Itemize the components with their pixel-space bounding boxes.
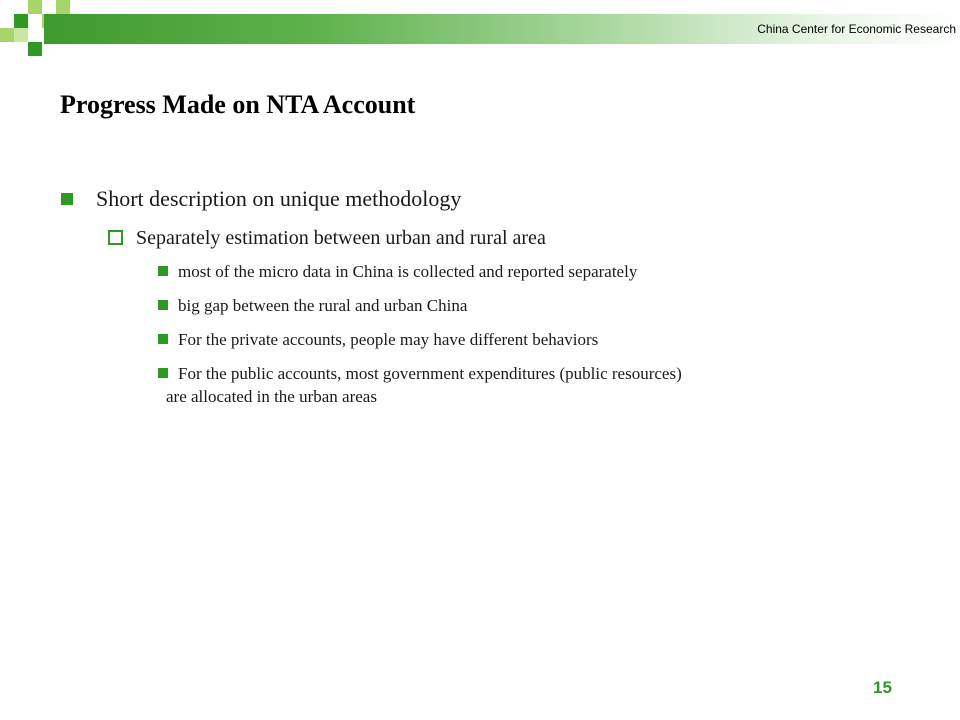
bullet-level-3: [0, 362, 898, 408]
logo-square: [28, 0, 42, 14]
logo-square: [14, 28, 28, 42]
square-bullet-icon: [158, 300, 168, 310]
bullet-level-3: [0, 328, 898, 351]
bullet-text-continuation: are allocated in the urban areas: [166, 387, 377, 406]
page-number: 15: [873, 678, 892, 697]
logo-square: [28, 42, 42, 56]
bullet-text: most of the micro data in China is collected and reported separately: [178, 262, 638, 281]
bullet-text: For the public accounts, most government expenditures (public resources): [178, 364, 682, 383]
logo-square: [14, 14, 28, 28]
slide-title: Progress Made on NTA Account: [60, 90, 416, 119]
bullet-level-3: [0, 294, 898, 317]
bullet-text: For the private accounts, people may have different behaviors: [178, 330, 599, 349]
square-bullet-icon: [158, 334, 168, 344]
bullet-level-2: [0, 224, 960, 252]
hollow-square-bullet-icon: [108, 230, 123, 245]
bullet-text: Separately estimation between urban and rural area: [136, 227, 546, 249]
bullet-text: big gap between the rural and urban China: [178, 296, 468, 315]
square-bullet-icon: [158, 266, 168, 276]
square-bullet-icon: [61, 193, 73, 205]
bullet-text: Short description on unique methodology: [96, 186, 462, 211]
bullet-level-1: [0, 184, 960, 214]
organization-name: China Center for Economic Research: [757, 22, 956, 36]
square-bullet-icon: [158, 368, 168, 378]
bullet-level-3: [0, 260, 898, 283]
slide-content: [0, 184, 960, 419]
logo-square: [0, 28, 14, 42]
logo-square: [56, 0, 70, 14]
